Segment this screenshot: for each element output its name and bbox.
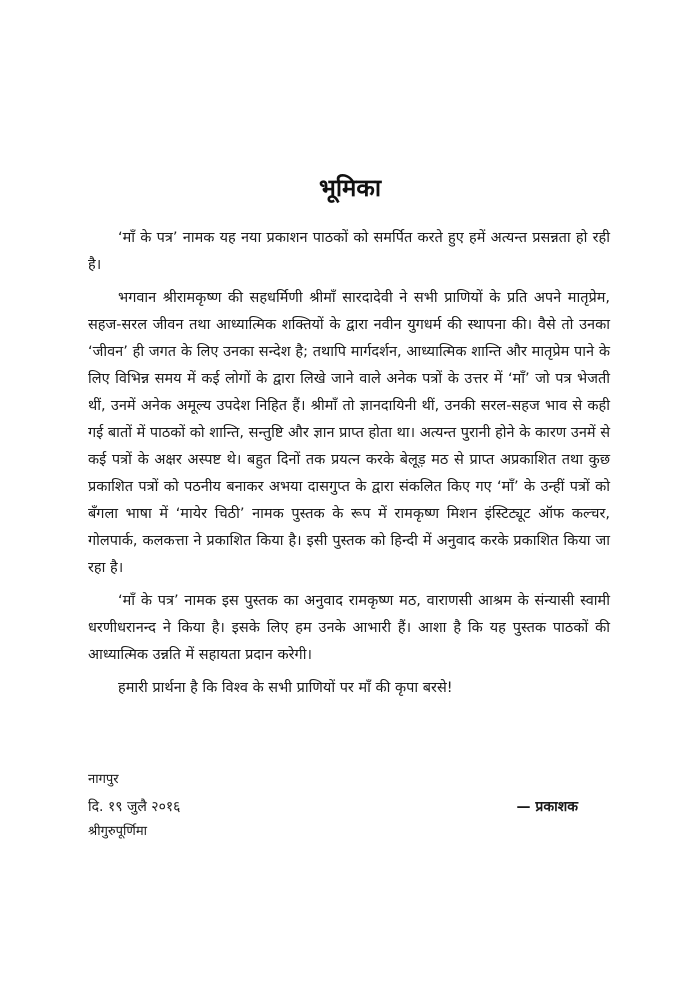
paragraph: ‘माँ के पत्र’ नामक यह नया प्रकाशन पाठकों को समर्पित करते हुए हमें अत्यन्त प्रसन्नता हो रही है।: [88, 230, 610, 273]
paragraph: भगवान श्रीरामकृष्ण की सहधर्मिणी श्रीमाँ सारदादेवी ने सभी प्राणियों के प्रति अपने मातृप्रेम, सहज-सरल जीवन तथा आध्यात्मिक शक्तियों के द्वारा नवीन युगधर्म की स्थापना की। वैसे तो उनका ‘जीवन’ ही जगत के लिए उनका सन्देश है; तथापि मार्गदर्शन, आध्यात्मिक शान्ति और मातृप्रेम पाने के लिए विभिन्न समय में कई लोगों के द्वारा लिखे जाने वाले अनेक पत्रों के उत्तर में ‘माँ’ जो पत्र भेजती थीं, उनमें अनेक अमूल्य उपदेश निहित हैं। श्रीमाँ तो ज्ञानदायिनी थीं, उनकी सरल-सहज भाव से कही गई बातों में पाठकों को शान्ति, सन्तुष्टि और ज्ञान प्राप्त होता था। अत्यन्त पुरानी होने के कारण उनमें से कई पत्रों के अक्षर अस्पष्ट थे। बहुत दिनों तक प्रयत्न करके बेलूड़ मठ से प्राप्त अप्रकाशित तथा कुछ प्रकाशित पत्रों को पठनीय बनाकर अभया दासगुप्त के द्वारा संकलित किए गए ‘माँ’ के उन्हीं पत्रों को बँगला भाषा में ‘मायेर चिठी’ नामक पुस्तक के रूप में रामकृष्ण मिशन इंस्टिट्यूट ऑफ कल्चर, गोलपार्क, कलकत्ता ने प्रकाशित किया है। इसी पुस्तक को हिन्दी में अनुवाद करके प्रकाशित किया जा रहा है।: [88, 290, 610, 576]
preface-body: [88, 225, 610, 708]
place-line: नागपुर: [88, 772, 119, 787]
paragraph: हमारी प्रार्थना है कि विश्व के सभी प्राणियों पर माँ की कृपा बरसे!: [118, 680, 453, 696]
occasion-line: श्रीगुरुपूर्णिमा: [88, 824, 147, 839]
publisher-signature: — प्रकाशक: [516, 799, 578, 815]
page-title: भूमिका: [318, 174, 382, 202]
date-line: दि. १९ जुलै २०१६: [88, 799, 181, 815]
paragraph: ‘माँ के पत्र’ नामक इस पुस्तक का अनुवाद रामकृष्ण मठ, वाराणसी आश्रम के संन्यासी स्वामी धरणीधरानन्द ने किया है। इसके लिए हम उनके आभारी हैं। आशा है कि यह पुस्तक पाठकों की आध्यात्मिक उन्नति में सहायता प्रदान करेगी।: [88, 593, 610, 663]
